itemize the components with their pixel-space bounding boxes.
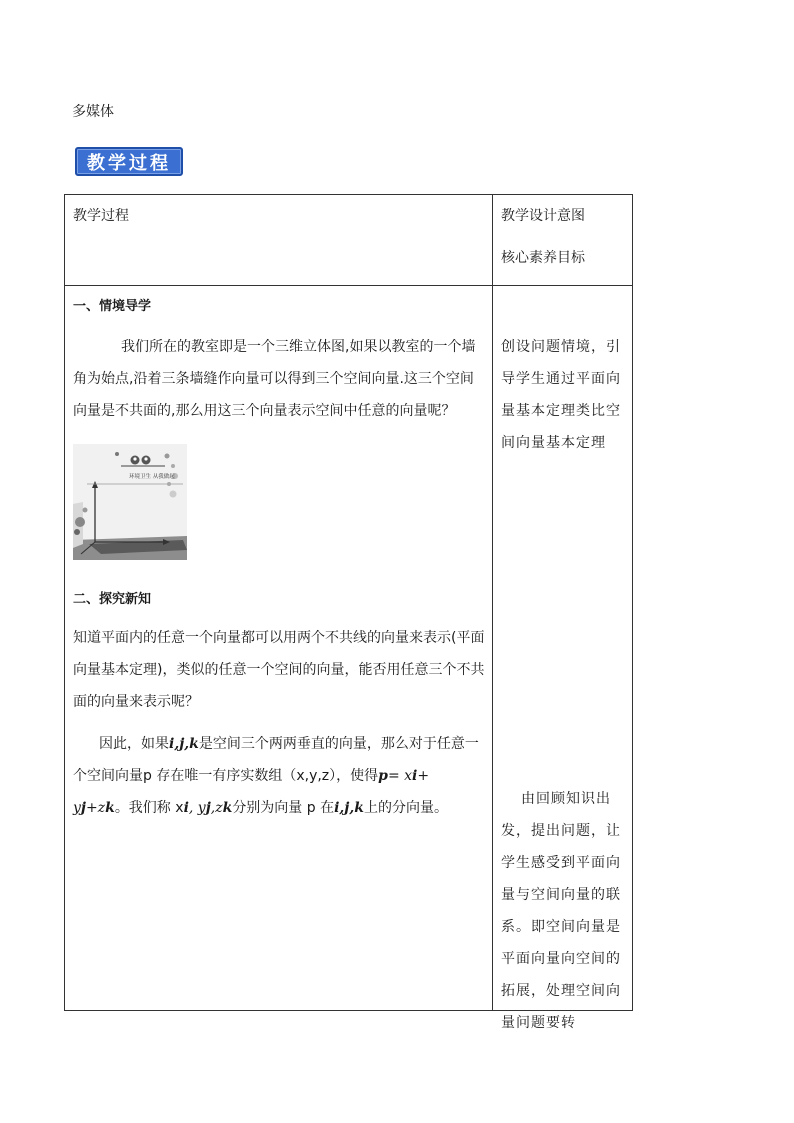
- lesson-table: [64, 194, 633, 1031]
- col2-header-line-1: 教学设计意图: [501, 208, 585, 224]
- process-cell: [65, 286, 493, 1011]
- section-2-paragraph-2: 因此，如果i,j,k是空间三个两两垂直的向量，那么对于任意一个空间向量p 存在唯一有序实数组（x,y,z），使得p= xi+ yj+zk。我们称 xi, yj,zk分别为向量 p 在i,j,k上的分向量。: [73, 736, 479, 816]
- intent-text-1: 创设问题情境，引导学生通过平面向量基本定理类比空间向量基本定理: [501, 339, 621, 451]
- intent-cell: [493, 286, 633, 1031]
- section-2-paragraph-1: 知道平面内的任意一个向量都可以用两个不共线的向量来表示(平面向量基本定理)，类似的任意一个空间的向量，能否用任意三个不共面的向量来表示呢？: [73, 630, 485, 710]
- section-title-2: 二、探究新知: [73, 592, 152, 607]
- classroom-corner-photo: [73, 444, 187, 560]
- col2-header: [493, 195, 633, 286]
- col1-header-label: 教学过程: [73, 208, 129, 224]
- section-title-1: 一、情境导学: [73, 299, 152, 314]
- section-1-paragraph: 我们所在的教室即是一个三维立体图,如果以教室的一个墙角为始点,沿着三条墙缝作向量可以得到三个空间向量.这三个空间向量是不共面的,那么用这三个向量表示空间中任意的向量呢？: [73, 339, 476, 419]
- pre-line-text: 多媒体: [72, 104, 114, 120]
- photo-caption: 环境卫生 从我做起: [129, 474, 175, 480]
- section-badge: 教学过程: [75, 147, 183, 176]
- col1-header: [65, 195, 493, 286]
- col2-header-line-2: 核心素养目标: [501, 250, 585, 266]
- intent-text-2: 由回顾知识出发，提出问题，让学生感受到平面向量与空间向量的联系。即空间向量是平面向量向空间的拓展，处理空间向量问题要转: [501, 791, 621, 1031]
